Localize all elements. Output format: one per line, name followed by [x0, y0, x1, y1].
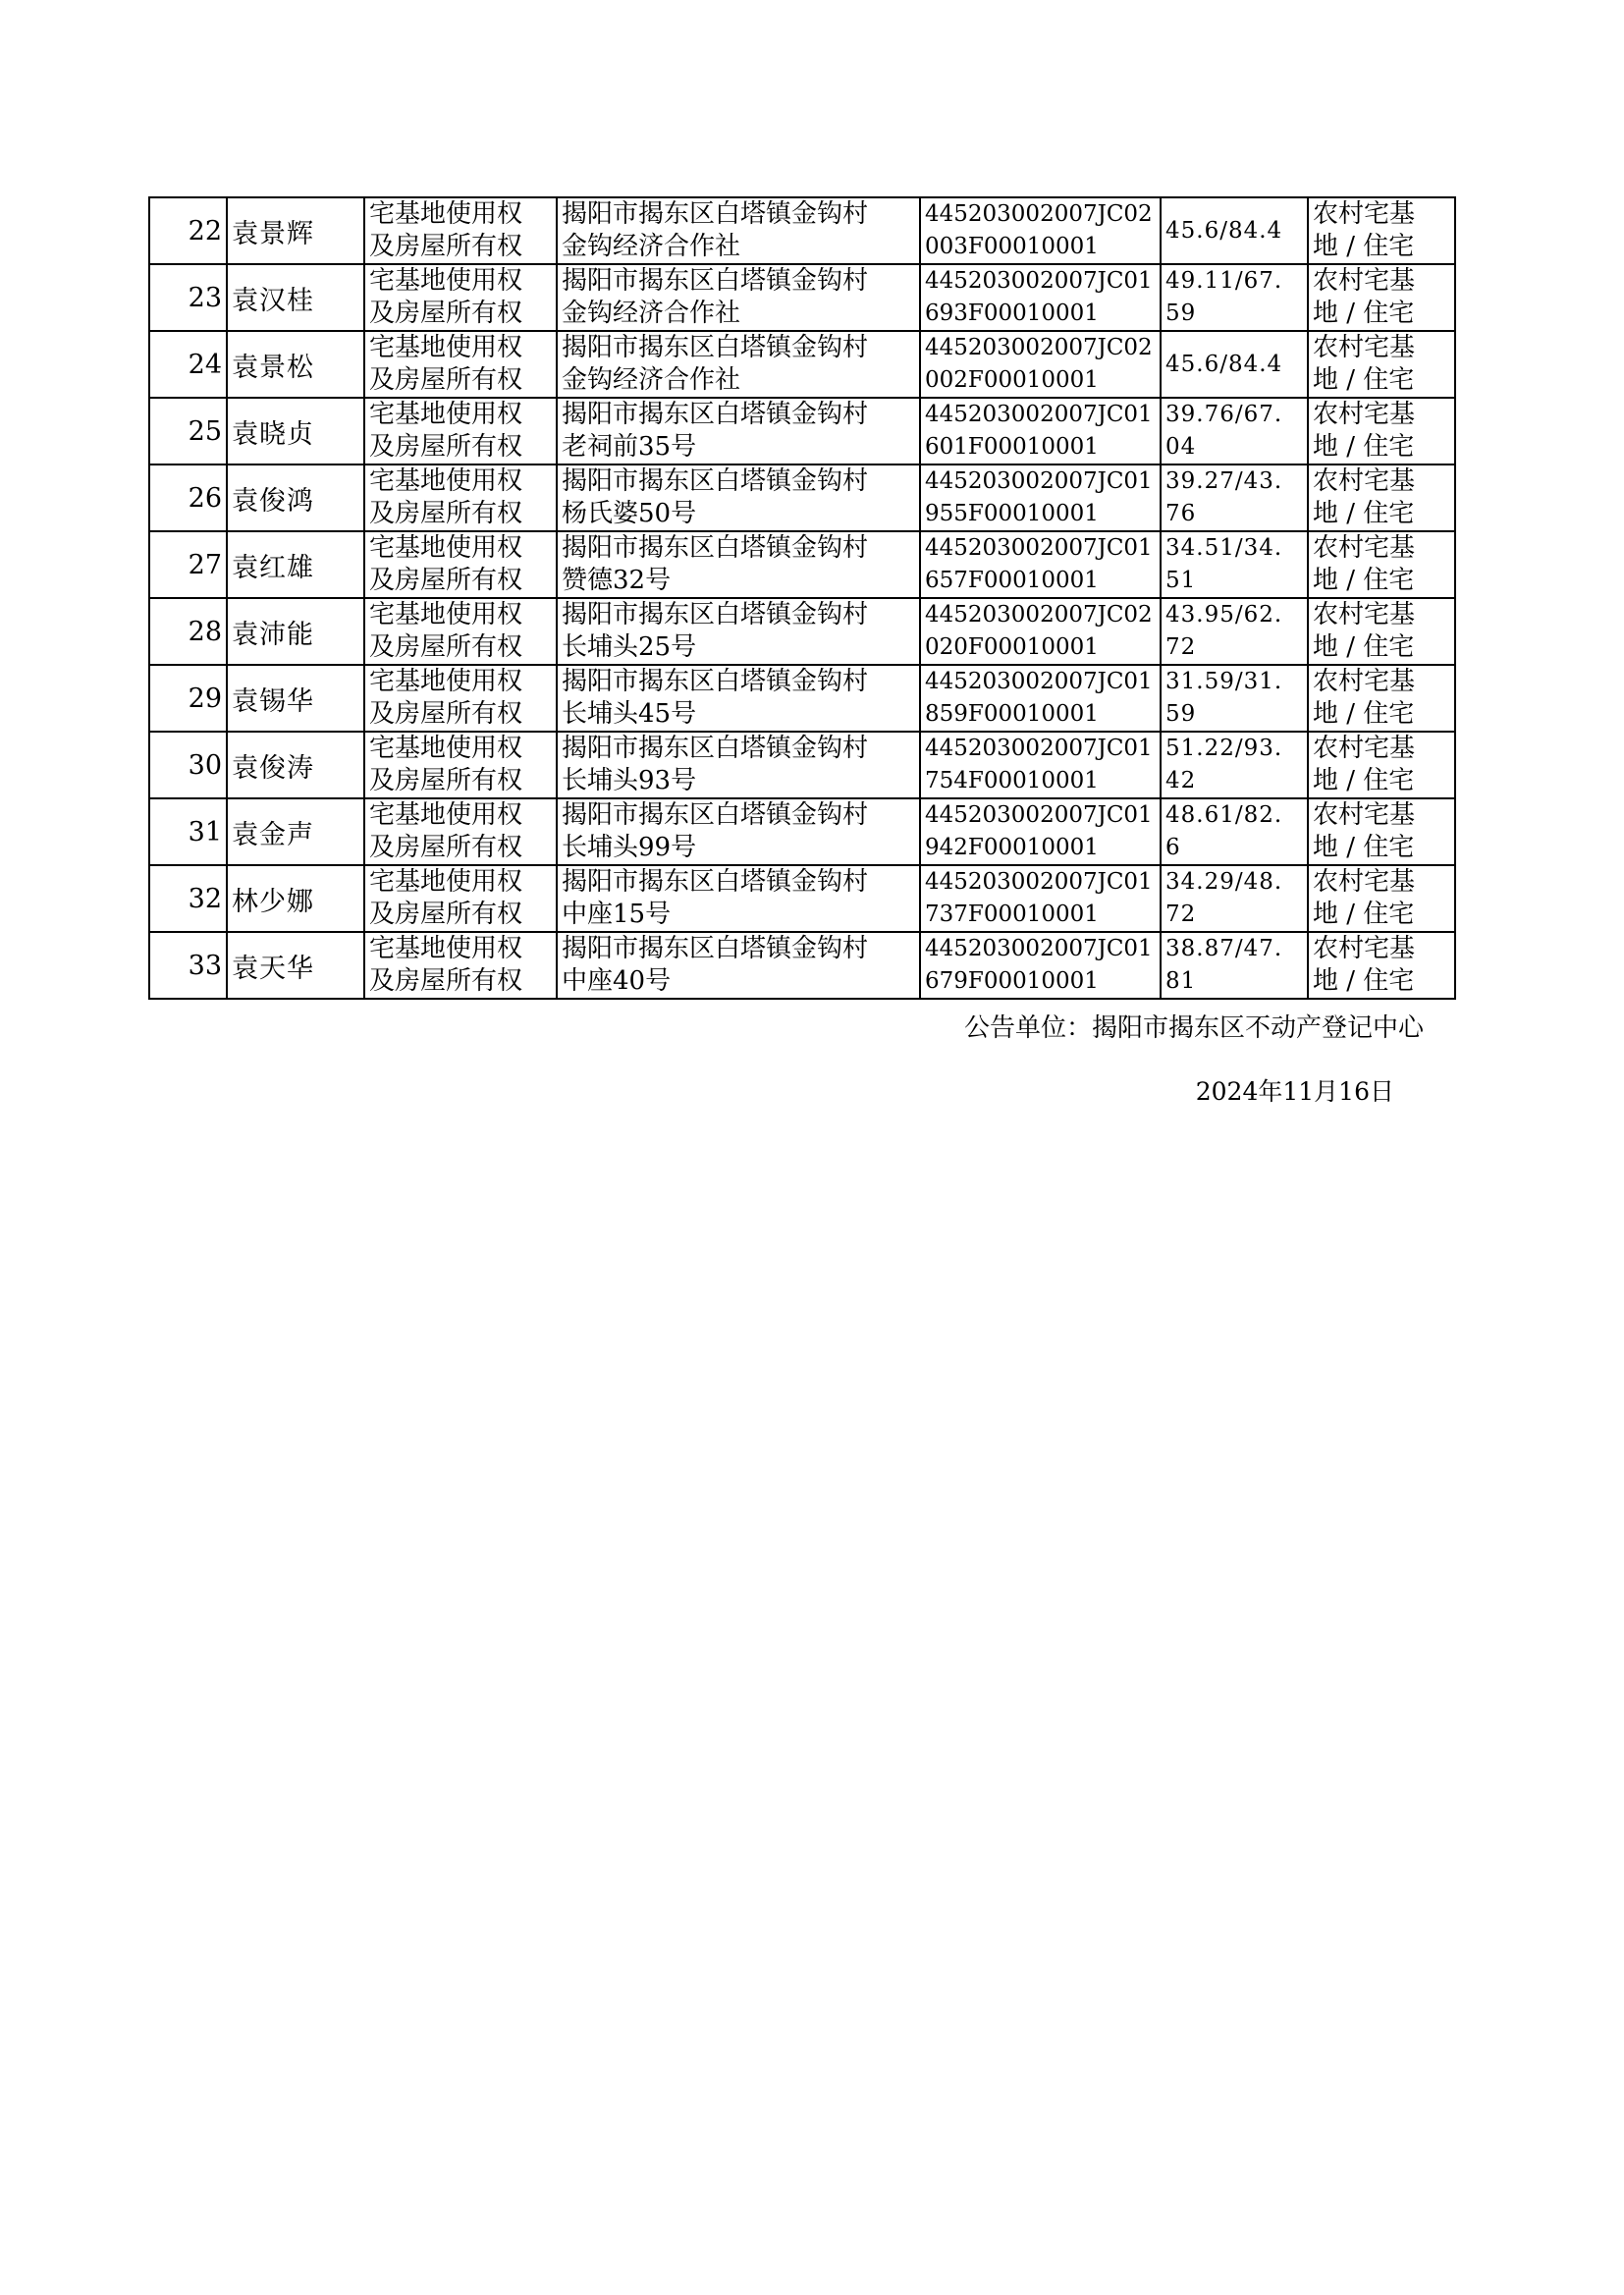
register-table — [148, 196, 1456, 1000]
cell-right-type-line: 宅基地使用权 — [369, 266, 523, 296]
cell-use — [1308, 798, 1455, 865]
cell-use-line: 农村宅基 — [1313, 266, 1416, 296]
cell-unit-number-line: 020F00010001 — [925, 634, 1099, 660]
cell-location — [557, 398, 920, 464]
cell-location-line: 揭阳市揭东区白塔镇金钩村 — [562, 533, 869, 563]
cell-area-line: 49.11/67. — [1165, 268, 1283, 294]
cell-right-type — [364, 197, 557, 264]
cell-unit-number-line: 445203002007JC01 — [925, 736, 1153, 761]
cell-area-line: 48.61/82. — [1165, 802, 1283, 828]
cell-right-type — [364, 398, 557, 464]
table-row — [149, 798, 1455, 865]
table-row — [149, 665, 1455, 732]
cell-use-line: 地 / 住宅 — [1313, 299, 1415, 328]
cell-area — [1161, 732, 1308, 798]
cell-number: 29 — [149, 665, 227, 732]
cell-use — [1308, 264, 1455, 331]
cell-location-line: 长埔头99号 — [562, 833, 697, 862]
cell-area-line: 34.29/48. — [1165, 869, 1283, 895]
cell-unit-number-line: 445203002007JC01 — [925, 869, 1153, 895]
cell-right-type-line: 及房屋所有权 — [369, 632, 523, 662]
cell-owner-name: 林少娜 — [227, 865, 364, 932]
cell-right-type-line: 及房屋所有权 — [369, 299, 523, 328]
cell-number: 33 — [149, 932, 227, 999]
cell-use-line: 地 / 住宅 — [1313, 632, 1415, 662]
cell-right-type-line: 及房屋所有权 — [369, 900, 523, 929]
cell-use-line: 地 / 住宅 — [1313, 966, 1415, 996]
cell-right-type — [364, 798, 557, 865]
cell-owner-name: 袁天华 — [227, 932, 364, 999]
cell-unit-number — [920, 531, 1161, 598]
cell-right-type-line: 宅基地使用权 — [369, 600, 523, 629]
cell-right-type-line: 宅基地使用权 — [369, 466, 523, 496]
cell-right-type-line: 宅基地使用权 — [369, 800, 523, 830]
cell-number: 23 — [149, 264, 227, 331]
cell-unit-number-line: 942F00010001 — [925, 835, 1099, 860]
cell-use-line: 农村宅基 — [1313, 800, 1416, 830]
cell-unit-number — [920, 331, 1161, 398]
cell-area-line: 59 — [1165, 701, 1197, 727]
cell-unit-number-line: 445203002007JC01 — [925, 669, 1153, 694]
cell-location — [557, 732, 920, 798]
cell-area — [1161, 798, 1308, 865]
table-row — [149, 464, 1455, 531]
cell-area-line: 6 — [1165, 835, 1181, 860]
cell-area-line: 45.6/84.4 — [1165, 352, 1283, 377]
table-row — [149, 197, 1455, 264]
cell-area-line: 34.51/34. — [1165, 535, 1283, 561]
cell-right-type-line: 宅基地使用权 — [369, 400, 523, 429]
cell-area — [1161, 531, 1308, 598]
cell-area-line: 72 — [1165, 902, 1197, 927]
cell-number: 26 — [149, 464, 227, 531]
cell-unit-number — [920, 932, 1161, 999]
cell-unit-number — [920, 398, 1161, 464]
cell-owner-name: 袁景松 — [227, 331, 364, 398]
table-row — [149, 531, 1455, 598]
cell-location-line: 揭阳市揭东区白塔镇金钩村 — [562, 800, 869, 830]
cell-location-line: 金钩经济合作社 — [562, 365, 741, 395]
table-row — [149, 398, 1455, 464]
cell-unit-number — [920, 264, 1161, 331]
cell-unit-number — [920, 464, 1161, 531]
cell-right-type — [364, 932, 557, 999]
table-row — [149, 264, 1455, 331]
cell-use-line: 农村宅基 — [1313, 734, 1416, 763]
cell-use-line: 农村宅基 — [1313, 934, 1416, 963]
cell-location-line: 揭阳市揭东区白塔镇金钩村 — [562, 734, 869, 763]
cell-use-line: 地 / 住宅 — [1313, 365, 1415, 395]
cell-location-line: 中座40号 — [562, 966, 672, 996]
cell-location — [557, 598, 920, 665]
cell-use-line: 农村宅基 — [1313, 199, 1416, 229]
cell-right-type-line: 宅基地使用权 — [369, 934, 523, 963]
cell-number: 24 — [149, 331, 227, 398]
cell-area-line: 81 — [1165, 968, 1197, 994]
cell-number: 25 — [149, 398, 227, 464]
cell-location-line: 长埔头25号 — [562, 632, 697, 662]
table-row — [149, 932, 1455, 999]
cell-use — [1308, 464, 1455, 531]
cell-location-line: 中座15号 — [562, 900, 672, 929]
cell-location — [557, 197, 920, 264]
table-row — [149, 331, 1455, 398]
cell-number: 28 — [149, 598, 227, 665]
notice-unit: 公告单位：揭阳市揭东区不动产登记中心 — [963, 1013, 1424, 1043]
cell-area-line: 39.27/43. — [1165, 468, 1283, 494]
cell-location — [557, 531, 920, 598]
cell-unit-number-line: 445203002007JC02 — [925, 201, 1153, 227]
cell-area-line: 51.22/93. — [1165, 736, 1283, 761]
cell-unit-number-line: 445203002007JC01 — [925, 535, 1153, 561]
cell-right-type-line: 及房屋所有权 — [369, 966, 523, 996]
table-body — [149, 197, 1455, 999]
cell-use-line: 地 / 住宅 — [1313, 766, 1415, 795]
cell-owner-name: 袁锡华 — [227, 665, 364, 732]
cell-area-line: 59 — [1165, 301, 1197, 326]
cell-unit-number-line: 445203002007JC01 — [925, 936, 1153, 961]
cell-right-type-line: 及房屋所有权 — [369, 699, 523, 729]
cell-area-line: 72 — [1165, 634, 1197, 660]
cell-area-line: 38.87/47. — [1165, 936, 1283, 961]
cell-right-type-line: 宅基地使用权 — [369, 867, 523, 897]
cell-use-line: 地 / 住宅 — [1313, 432, 1415, 462]
cell-use — [1308, 732, 1455, 798]
cell-use-line: 地 / 住宅 — [1313, 499, 1415, 528]
cell-location — [557, 264, 920, 331]
cell-owner-name: 袁红雄 — [227, 531, 364, 598]
cell-unit-number-line: 754F00010001 — [925, 768, 1099, 793]
cell-right-type — [364, 331, 557, 398]
cell-area — [1161, 197, 1308, 264]
cell-area-line: 51 — [1165, 568, 1197, 593]
cell-use-line: 农村宅基 — [1313, 667, 1416, 696]
cell-use-line: 地 / 住宅 — [1313, 833, 1415, 862]
cell-owner-name: 袁汉桂 — [227, 264, 364, 331]
cell-location-line: 杨氏婆50号 — [562, 499, 697, 528]
cell-unit-number-line: 445203002007JC01 — [925, 268, 1153, 294]
cell-owner-name: 袁晓贞 — [227, 398, 364, 464]
cell-owner-name: 袁金声 — [227, 798, 364, 865]
cell-area — [1161, 264, 1308, 331]
cell-right-type-line: 及房屋所有权 — [369, 499, 523, 528]
cell-unit-number-line: 445203002007JC02 — [925, 602, 1153, 628]
cell-use-line: 农村宅基 — [1313, 867, 1416, 897]
cell-location-line: 揭阳市揭东区白塔镇金钩村 — [562, 199, 869, 229]
cell-use-line: 地 / 住宅 — [1313, 566, 1415, 595]
cell-number: 31 — [149, 798, 227, 865]
cell-number: 32 — [149, 865, 227, 932]
cell-unit-number-line: 679F00010001 — [925, 968, 1099, 994]
cell-right-type-line: 宅基地使用权 — [369, 667, 523, 696]
cell-location-line: 金钩经济合作社 — [562, 232, 741, 261]
cell-number: 22 — [149, 197, 227, 264]
cell-area-line: 31.59/31. — [1165, 669, 1283, 694]
cell-location — [557, 932, 920, 999]
cell-use-line: 农村宅基 — [1313, 600, 1416, 629]
cell-use — [1308, 865, 1455, 932]
cell-owner-name: 袁俊涛 — [227, 732, 364, 798]
cell-owner-name: 袁沛能 — [227, 598, 364, 665]
cell-unit-number — [920, 865, 1161, 932]
cell-area — [1161, 331, 1308, 398]
cell-right-type-line: 及房屋所有权 — [369, 833, 523, 862]
cell-right-type-line: 及房屋所有权 — [369, 566, 523, 595]
cell-area — [1161, 464, 1308, 531]
cell-unit-number — [920, 197, 1161, 264]
cell-location-line: 揭阳市揭东区白塔镇金钩村 — [562, 934, 869, 963]
cell-unit-number — [920, 732, 1161, 798]
cell-location-line: 揭阳市揭东区白塔镇金钩村 — [562, 400, 869, 429]
cell-right-type-line: 及房屋所有权 — [369, 432, 523, 462]
cell-use — [1308, 197, 1455, 264]
cell-right-type-line: 及房屋所有权 — [369, 232, 523, 261]
cell-right-type — [364, 264, 557, 331]
cell-use — [1308, 398, 1455, 464]
cell-use — [1308, 598, 1455, 665]
cell-area-line: 76 — [1165, 501, 1197, 526]
cell-location-line: 长埔头45号 — [562, 699, 697, 729]
cell-number: 27 — [149, 531, 227, 598]
cell-right-type — [364, 598, 557, 665]
cell-unit-number-line: 693F00010001 — [925, 301, 1099, 326]
table-row — [149, 865, 1455, 932]
cell-unit-number-line: 003F00010001 — [925, 234, 1099, 259]
cell-use-line: 地 / 住宅 — [1313, 232, 1415, 261]
cell-use-line: 地 / 住宅 — [1313, 900, 1415, 929]
cell-right-type-line: 及房屋所有权 — [369, 365, 523, 395]
cell-right-type — [364, 464, 557, 531]
cell-use-line: 农村宅基 — [1313, 400, 1416, 429]
cell-unit-number-line: 859F00010001 — [925, 701, 1099, 727]
cell-use — [1308, 665, 1455, 732]
cell-unit-number — [920, 798, 1161, 865]
cell-location-line: 赞德32号 — [562, 566, 672, 595]
cell-use-line: 地 / 住宅 — [1313, 699, 1415, 729]
cell-unit-number-line: 657F00010001 — [925, 568, 1099, 593]
cell-location — [557, 798, 920, 865]
cell-area — [1161, 598, 1308, 665]
cell-location — [557, 331, 920, 398]
cell-unit-number-line: 445203002007JC02 — [925, 335, 1153, 360]
cell-area — [1161, 932, 1308, 999]
notice-date: 2024年11月16日 — [1195, 1077, 1394, 1106]
cell-unit-number-line: 955F00010001 — [925, 501, 1099, 526]
cell-location — [557, 665, 920, 732]
cell-right-type-line: 宅基地使用权 — [369, 333, 523, 362]
cell-location — [557, 865, 920, 932]
cell-unit-number-line: 445203002007JC01 — [925, 802, 1153, 828]
table-row — [149, 732, 1455, 798]
cell-area — [1161, 865, 1308, 932]
cell-use-line: 农村宅基 — [1313, 466, 1416, 496]
cell-unit-number — [920, 665, 1161, 732]
cell-unit-number-line: 737F00010001 — [925, 902, 1099, 927]
cell-owner-name: 袁景辉 — [227, 197, 364, 264]
cell-unit-number-line: 445203002007JC01 — [925, 468, 1153, 494]
cell-area-line: 39.76/67. — [1165, 402, 1283, 427]
cell-area — [1161, 398, 1308, 464]
cell-right-type — [364, 531, 557, 598]
cell-unit-number-line: 002F00010001 — [925, 367, 1099, 393]
cell-area-line: 42 — [1165, 768, 1197, 793]
cell-use — [1308, 932, 1455, 999]
cell-right-type-line: 宅基地使用权 — [369, 734, 523, 763]
cell-area-line: 04 — [1165, 434, 1197, 460]
cell-location-line: 揭阳市揭东区白塔镇金钩村 — [562, 600, 869, 629]
table-row — [149, 598, 1455, 665]
cell-use-line: 农村宅基 — [1313, 333, 1416, 362]
cell-right-type-line: 宅基地使用权 — [369, 199, 523, 229]
cell-location-line: 揭阳市揭东区白塔镇金钩村 — [562, 867, 869, 897]
cell-right-type — [364, 732, 557, 798]
cell-right-type — [364, 865, 557, 932]
cell-number: 30 — [149, 732, 227, 798]
cell-unit-number-line: 445203002007JC01 — [925, 402, 1153, 427]
cell-unit-number-line: 601F00010001 — [925, 434, 1099, 460]
cell-location — [557, 464, 920, 531]
cell-area-line: 45.6/84.4 — [1165, 218, 1283, 244]
cell-right-type-line: 及房屋所有权 — [369, 766, 523, 795]
cell-right-type — [364, 665, 557, 732]
cell-use — [1308, 531, 1455, 598]
cell-area — [1161, 665, 1308, 732]
cell-unit-number — [920, 598, 1161, 665]
cell-use — [1308, 331, 1455, 398]
cell-location-line: 揭阳市揭东区白塔镇金钩村 — [562, 466, 869, 496]
cell-owner-name: 袁俊鸿 — [227, 464, 364, 531]
cell-location-line: 揭阳市揭东区白塔镇金钩村 — [562, 667, 869, 696]
cell-use-line: 农村宅基 — [1313, 533, 1416, 563]
cell-location-line: 长埔头93号 — [562, 766, 697, 795]
cell-location-line: 老祠前35号 — [562, 432, 697, 462]
cell-location-line: 金钩经济合作社 — [562, 299, 741, 328]
cell-location-line: 揭阳市揭东区白塔镇金钩村 — [562, 333, 869, 362]
cell-right-type-line: 宅基地使用权 — [369, 533, 523, 563]
cell-area-line: 43.95/62. — [1165, 602, 1283, 628]
cell-location-line: 揭阳市揭东区白塔镇金钩村 — [562, 266, 869, 296]
